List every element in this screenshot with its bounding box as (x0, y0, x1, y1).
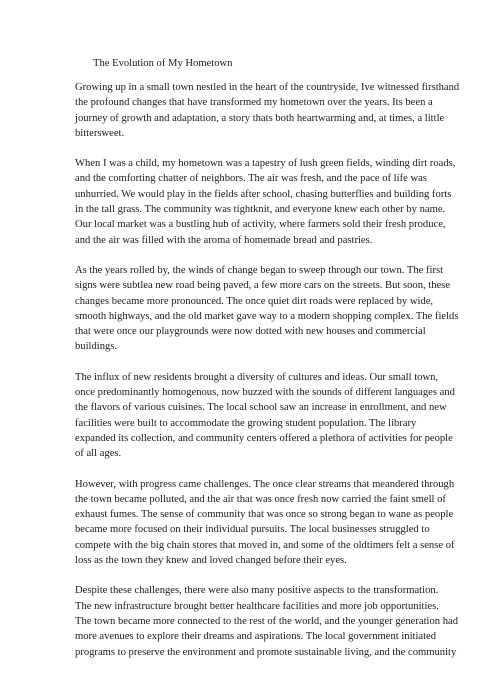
document-title: The Evolution of My Hometown (93, 58, 233, 69)
paragraph-line: expanded its collection, and community centers offered a plethora of activities for people (75, 432, 453, 444)
paragraph-line: Despite these challenges, there were also many positive aspects to the transformation. (75, 585, 439, 597)
paragraph-line: programs to preserve the environment and promote sustainable living, and the community (75, 646, 457, 658)
paragraph-line: When I was a child, my hometown was a tapestry of lush green fields, winding dirt roads, (75, 158, 456, 170)
paragraph-line: once predominantly homogenous, now buzzed with the sounds of different languages and (75, 387, 455, 399)
paragraph-line: and the comforting chatter of neighbors. The air was fresh, and the pace of life was (75, 173, 427, 185)
paragraph-line: the profound changes that have transformed my hometown over the years. Its been a (75, 97, 433, 109)
paragraph-line: However, with progress came challenges. The once clear streams that meandered through (75, 478, 455, 490)
paragraph-3 (75, 263, 459, 355)
paragraph-line: unhurried. We would play in the fields after school, chasing butterflies and building forts (75, 188, 452, 200)
paragraph-line: became more focused on their individual pursuits. The local businesses struggled to (75, 524, 430, 536)
paragraph-line: the town became polluted, and the air that was once fresh now carried the faint smell of (75, 493, 446, 505)
paragraph-line: changes became more pronounced. The once quiet dirt roads were replaced by wide, (75, 295, 434, 307)
paragraph-5 (75, 477, 455, 569)
paragraph-line: bittersweet. (75, 127, 125, 139)
paragraph-line: Our local market was a bustling hub of activity, where farmers sold their fresh produce, (75, 219, 446, 231)
paragraph-line: Growing up in a small town nestled in the heart of the countryside, Ive witnessed firsthand (75, 82, 460, 93)
paragraph-line: the flavors of various cuisines. The local school saw an increase in enrollment, and new (75, 402, 447, 414)
paragraph-2 (75, 156, 456, 248)
paragraph-6 (75, 583, 458, 659)
paragraph-line: buildings. (75, 341, 118, 353)
paragraph-line: journey of growth and adaptation, a story thats both heartwarming and, at times, a little (75, 112, 445, 124)
paragraph-line: that were once our playgrounds were now dotted with new houses and commercial (75, 326, 426, 338)
paragraph-line: and the air was filled with the aroma of homemade bread and pastries. (75, 234, 373, 246)
paragraph-line: facilities were built to accommodate the growing student population. The library (75, 417, 417, 429)
paragraph-line: The influx of new residents brought a diversity of cultures and ideas. Our small town, (75, 371, 439, 383)
paragraph-line: loss as the town they knew and loved changed before their eyes. (75, 555, 347, 567)
paragraph-line: more avenues to explore their dreams and aspirations. The local government initiated (75, 631, 437, 643)
paragraph-4 (75, 370, 455, 462)
paragraph-line: in the tall grass. The community was tightknit, and everyone knew each other by name. (75, 204, 446, 216)
paragraph-line: exhaust fumes. The sense of community that was once so strong began to wane as people (75, 509, 454, 521)
paragraph-line: smooth highways, and the old market gave way to a modern shopping complex. The fields (75, 310, 459, 322)
paragraph-line: The town became more connected to the rest of the world, and the younger generation had (75, 615, 458, 627)
paragraph-line: of all ages. (75, 448, 122, 460)
paragraph-line: signs were subtlea new road being paved, a few more cars on the streets. But soon, these (75, 280, 451, 292)
paragraph-line: compete with the big chain stores that moved in, and some of the oldtimers felt a sense of (75, 539, 455, 551)
document-body (75, 80, 460, 675)
paragraph-1 (75, 80, 460, 141)
paragraph-line: The new infrastructure brought better healthcare facilities and more job opportunities. (75, 600, 439, 612)
paragraph-line: As the years rolled by, the winds of change began to sweep through our town. The first (75, 264, 444, 276)
